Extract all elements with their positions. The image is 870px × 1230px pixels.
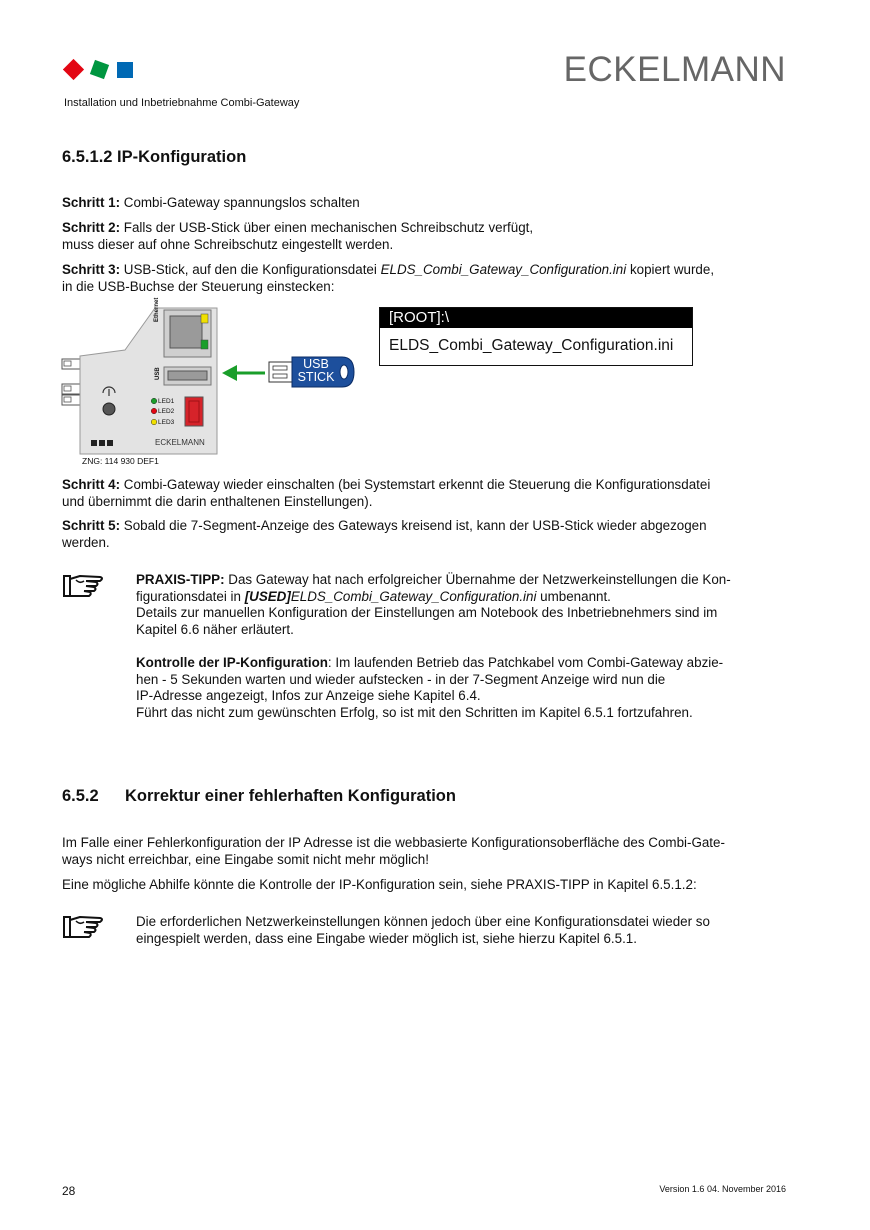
step-4 (62, 477, 802, 510)
section2-tip-block (136, 914, 796, 947)
led1-label: LED1 (158, 398, 175, 405)
page-number: 28 (62, 1184, 76, 1198)
brand-logo-text: ECKELMANN (563, 50, 786, 89)
root-directory-file: ELDS_Combi_Gateway_Configuration.ini (389, 337, 674, 354)
tip-text: Führt das nicht zum gewünschten Erfolg, so ist mit den Schritten im Kapitel 6.5.1 fortzufahren. (136, 704, 693, 720)
step-text: USB-Stick, auf den die Konfigurationsdatei (120, 262, 381, 277)
used-prefix: [USED] (244, 588, 291, 604)
usb-port-label: USB (155, 367, 161, 380)
paragraph-text: Im Falle einer Fehlerkonfiguration der IP Adresse ist die webbasierte Konfigurationsoberfläche des Combi-Gate- (62, 835, 725, 850)
device-brand-label: ECKELMANN (155, 438, 205, 447)
drawing-number: ZNG: 114 930 DEF1 (82, 456, 159, 466)
section-heading-ip-config: 6.5.1.2 IP-Konfiguration (62, 148, 247, 166)
step-text-cont: werden. (62, 534, 110, 550)
tip-text: Details zur manuellen Konfiguration der Einstellungen am Notebook des Inbetriebnehmers sind im (136, 605, 718, 620)
step-text-cont: und übernimmt die darin enthaltenen Einstellungen). (62, 493, 373, 509)
section-heading-number: 6.5.2 (62, 787, 99, 805)
step-label: Schritt 2: (62, 220, 121, 235)
tip-text: Das Gateway hat nach erfolgreicher Übernahme der Netzwerkeinstellungen die Kon- (224, 572, 731, 587)
usb-stick-label (293, 358, 339, 384)
step-text: Combi-Gateway spannungslos schalten (120, 195, 360, 210)
paragraph-text: ways nicht erreichbar, eine Eingabe somit nicht mehr möglich! (62, 851, 429, 867)
config-filename: ELDS_Combi_Gateway_Configuration.ini (380, 262, 627, 277)
step-5 (62, 518, 802, 551)
tip-text: umbenannt. (536, 588, 611, 604)
step-text: Sobald die 7-Segment-Anzeige des Gateways kreisend ist, kann der USB-Stick wieder abgezogen (120, 518, 707, 533)
usb-root-directory-box (379, 307, 693, 366)
pointing-hand-icon (62, 913, 106, 941)
section-heading-correction: Korrektur einer fehlerhaften Konfiguration (125, 787, 456, 805)
ip-check-label: Kontrolle der IP-Konfiguration (136, 655, 328, 670)
step-1 (62, 195, 802, 212)
tip-text: Kapitel 6.6 näher erläutert. (136, 621, 294, 637)
led3-label: LED3 (158, 419, 175, 426)
step-2 (62, 220, 802, 253)
tip-text: IP-Adresse angezeigt, Infos zur Anzeige siehe Kapitel 6.4. (136, 688, 481, 703)
eckelmann-logo-squares (63, 58, 135, 82)
root-directory-title: [ROOT]:\ (380, 308, 692, 328)
ethernet-port-label: Ethernet (154, 297, 160, 322)
gateway-device-illustration (60, 306, 220, 458)
praxis-tipp-block (136, 572, 796, 638)
step-text-cont: muss dieser auf ohne Schreibschutz eingestellt werden. (62, 236, 394, 252)
led2-label: LED2 (158, 408, 175, 415)
tip-text: eingespielt werden, dass eine Eingabe wieder möglich ist, siehe hierzu Kapitel 6.5.1. (136, 930, 637, 946)
step-text-after: kopiert wurde, (626, 262, 715, 277)
step-label: Schritt 4: (62, 477, 121, 492)
config-filename: ELDS_Combi_Gateway_Configuration.ini (290, 588, 537, 604)
tip-text: hen - 5 Sekunden warten und wieder aufstecken - in der 7-Segment Anzeige wird nun die (136, 671, 666, 687)
tip-text: Die erforderlichen Netzwerkeinstellungen können jedoch über eine Konfigurationsdatei wieder so (136, 914, 710, 929)
insert-arrow-icon (222, 364, 266, 382)
usb-stick-label-line1: USB (303, 357, 329, 371)
ip-check-block (136, 655, 796, 721)
pointing-hand-icon (62, 572, 106, 600)
section2-paragraph-1 (62, 835, 802, 868)
section2-paragraph-2: Eine mögliche Abhilfe könnte die Kontrolle der IP-Konfiguration sein, siehe PRAXIS-TIPP in Kapitel 6.5.1.2: (62, 877, 697, 892)
step-text-cont: in die USB-Buchse der Steuerung einstecken: (62, 278, 335, 294)
step-text: Falls der USB-Stick über einen mechanischen Schreibschutz verfügt, (120, 220, 534, 235)
tip-text: : Im laufenden Betrieb das Patchkabel vom Combi-Gateway abzie- (327, 655, 724, 670)
version-info: Version 1.6 04. November 2016 (659, 1184, 786, 1194)
step-text: Combi-Gateway wieder einschalten (bei Systemstart erkennt die Steuerung die Konfigurationsdatei (120, 477, 711, 492)
usb-stick-label-line2: STICK (297, 370, 335, 384)
tip-text: figurationsdatei in (136, 588, 245, 604)
step-3 (62, 262, 802, 295)
step-label: Schritt 1: (62, 195, 121, 210)
praxis-tipp-label: PRAXIS-TIPP: (136, 572, 225, 587)
step-label: Schritt 5: (62, 518, 121, 533)
document-subtitle: Installation und Inbetriebnahme Combi-Gateway (64, 97, 300, 109)
step-label: Schritt 3: (62, 262, 121, 277)
